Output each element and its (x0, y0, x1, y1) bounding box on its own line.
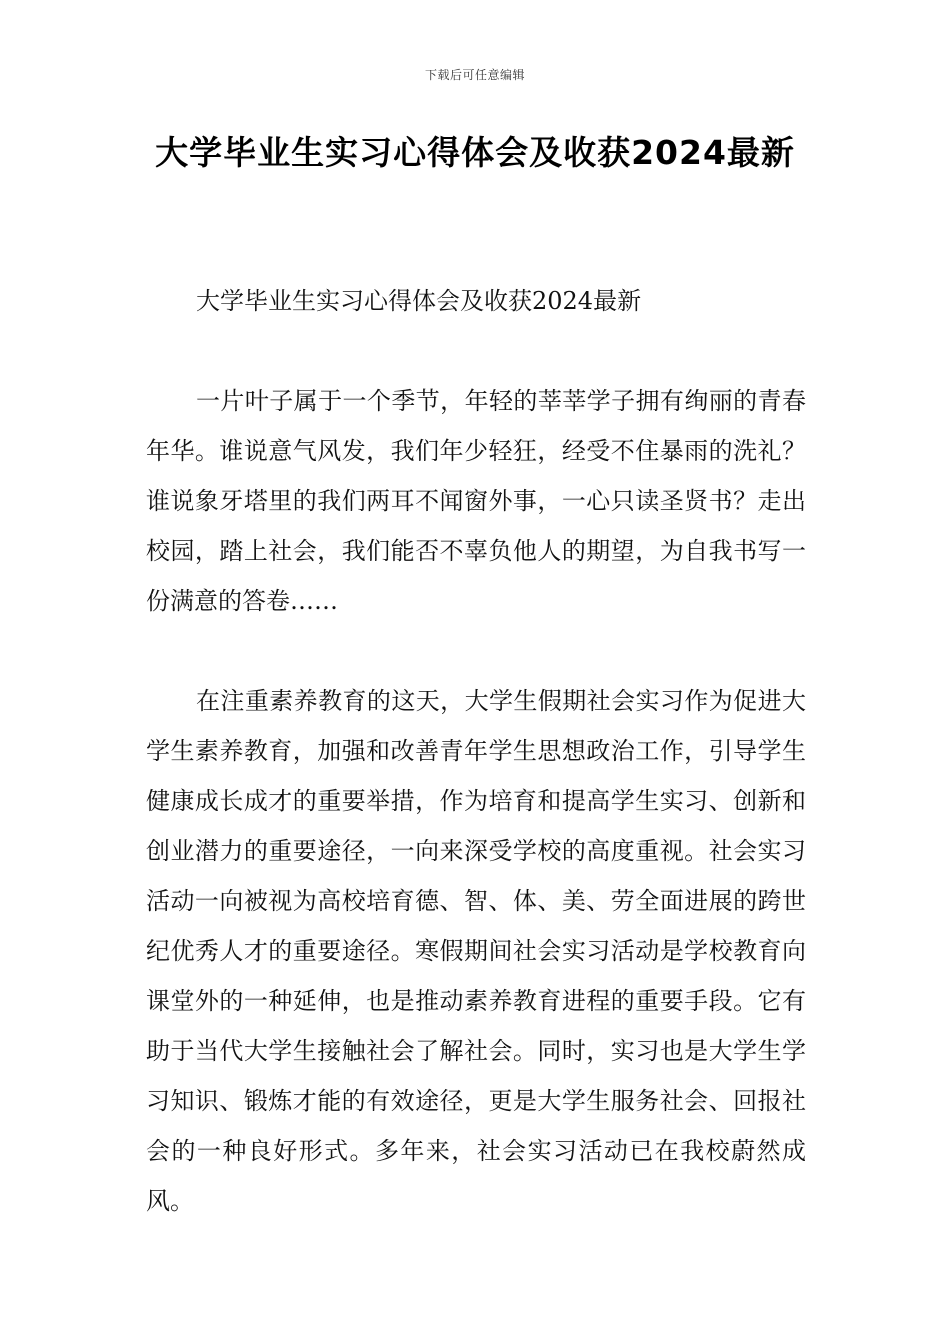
document-body (146, 276, 806, 1226)
header-note: 下载后可任意编辑 (424, 68, 525, 82)
paragraph-practice: 在注重素养教育的这天，大学生假期社会实习作为促进大学生素养教育，加强和改善青年学生思想政治工作，引导学生健康成长成才的重要举措，作为培育和提高学生实习、创新和创业潜力的重要途径，一向来深受学校的高度重视。社会实习活动一向被视为高校培育德、智、体、美、劳全面进展的跨世纪优秀人才的重要途径。寒假期间社会实习活动是学校教育向课堂外的一种延伸，也是推动素养教育进程的重要手段。它有助于当代大学生接触社会了解社会。同时，实习也是大学生学习知识、锻炼才能的有效途径，更是大学生服务社会、回报社会的一种良好形式。多年来，社会实习活动已在我校蔚然成风。 (146, 687, 806, 1215)
document-subtitle: 大学毕业生实习心得体会及收获2024最新 (196, 287, 642, 315)
paragraph-intro: 一片叶子属于一个季节，年轻的莘莘学子拥有绚丽的青春年华。谁说意气风发，我们年少轻狂，经受不住暴雨的洗礼？谁说象牙塔里的我们两耳不闻窗外事，一心只读圣贤书？走出校园，踏上社会，我们能否不辜负他人的期望，为自我书写一份满意的答卷…… (146, 387, 806, 615)
document-title: 大学毕业生实习心得体会及收获2024最新 (155, 133, 795, 172)
